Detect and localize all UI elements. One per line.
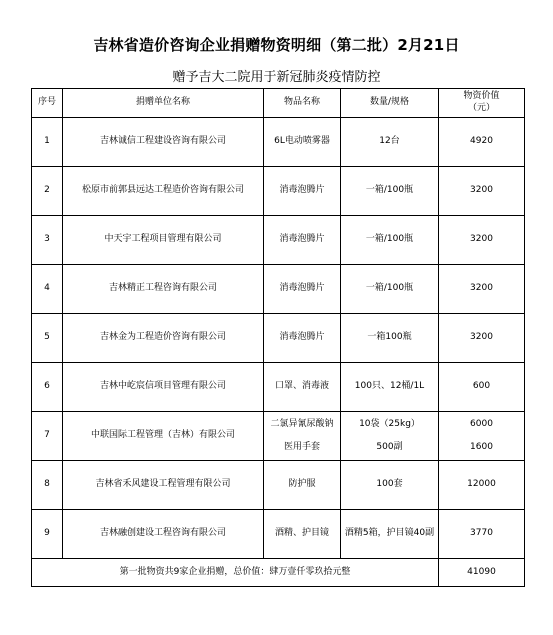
cell-no: 2 xyxy=(32,167,63,216)
cell-unit: 吉林省禾风建设工程管理有限公司 xyxy=(63,461,264,510)
cell-value: 3200 xyxy=(439,265,525,314)
cell-item xyxy=(264,412,341,461)
cell-no: 6 xyxy=(32,363,63,412)
cell-no: 5 xyxy=(32,314,63,363)
cell-no: 4 xyxy=(32,265,63,314)
cell-item: 消毒泡腾片 xyxy=(264,216,341,265)
cell-unit: 吉林精正工程咨询有限公司 xyxy=(63,265,264,314)
cell-item: 消毒泡腾片 xyxy=(264,167,341,216)
cell-value: 12000 xyxy=(439,461,525,510)
qty-stack xyxy=(343,413,436,459)
cell-qty: 一箱/100瓶 xyxy=(341,216,439,265)
cell-item-line1: 二氯异氰尿酸钠 xyxy=(270,418,334,429)
cell-value: 3770 xyxy=(439,510,525,559)
cell-item: 消毒泡腾片 xyxy=(264,265,341,314)
cell-no: 8 xyxy=(32,461,63,510)
cell-qty-line1: 10袋（25kg） xyxy=(359,418,420,429)
cell-value: 4920 xyxy=(439,118,525,167)
table-row xyxy=(32,314,525,363)
cell-item: 消毒泡腾片 xyxy=(264,314,341,363)
cell-value: 600 xyxy=(439,363,525,412)
cell-unit: 吉林金为工程造价咨询有限公司 xyxy=(63,314,264,363)
cell-qty: 一箱/100瓶 xyxy=(341,167,439,216)
table-row xyxy=(32,363,525,412)
header-value: 物资价值 （元） xyxy=(439,89,525,118)
cell-item-line2: 医用手套 xyxy=(283,441,320,452)
cell-qty: 一箱/100瓶 xyxy=(341,265,439,314)
cell-qty xyxy=(341,412,439,461)
value-stack xyxy=(441,413,522,459)
cell-unit: 吉林中屹宸信项目管理有限公司 xyxy=(63,363,264,412)
cell-no: 7 xyxy=(32,412,63,461)
cell-unit: 中天宇工程项目管理有限公司 xyxy=(63,216,264,265)
cell-item: 6L电动喷雾器 xyxy=(264,118,341,167)
table-row xyxy=(32,461,525,510)
cell-item: 防护服 xyxy=(264,461,341,510)
page-subtitle: 赠予吉大二院用于新冠肺炎疫情防控 xyxy=(172,70,381,85)
cell-value-line1: 6000 xyxy=(470,418,493,429)
cell-unit: 吉林诚信工程建设咨询有限公司 xyxy=(63,118,264,167)
cell-unit: 中联国际工程管理（吉林）有限公司 xyxy=(63,412,264,461)
cell-value xyxy=(439,412,525,461)
cell-qty: 一箱100瓶 xyxy=(341,314,439,363)
cell-value: 3200 xyxy=(439,314,525,363)
table-header-row xyxy=(32,89,525,118)
header-unit: 捐赠单位名称 xyxy=(63,89,264,118)
cell-no: 1 xyxy=(32,118,63,167)
cell-qty: 12台 xyxy=(341,118,439,167)
cell-qty: 100套 xyxy=(341,461,439,510)
cell-item: 口罩、消毒液 xyxy=(264,363,341,412)
header-no: 序号 xyxy=(32,89,63,118)
cell-qty: 酒精5箱，护目镜40副 xyxy=(341,510,439,559)
cell-no: 9 xyxy=(32,510,63,559)
item-stack xyxy=(266,413,338,459)
cell-unit: 吉林融创建设工程咨询有限公司 xyxy=(63,510,264,559)
cell-qty: 100只、12桶/1L xyxy=(341,363,439,412)
cell-value-line2: 1600 xyxy=(470,441,493,452)
page-title: 吉林省造价咨询企业捐赠物资明细（第二批）2月21日 xyxy=(93,36,460,54)
table-row xyxy=(32,412,525,461)
cell-value: 3200 xyxy=(439,167,525,216)
table-row xyxy=(32,216,525,265)
cell-qty-line2: 500副 xyxy=(376,441,403,452)
cell-no: 3 xyxy=(32,216,63,265)
footer-summary: 第一批物资共9家企业捐赠，总价值：肆万壹仟零玖拾元整 xyxy=(32,559,439,587)
cell-value: 3200 xyxy=(439,216,525,265)
table-row xyxy=(32,510,525,559)
cell-unit: 松原市前郭县远达工程造价咨询有限公司 xyxy=(63,167,264,216)
table-row xyxy=(32,118,525,167)
header-qty: 数量/规格 xyxy=(341,89,439,118)
table-row xyxy=(32,167,525,216)
footer-total: 41090 xyxy=(439,559,525,587)
cell-item: 酒精、护目镜 xyxy=(264,510,341,559)
table-row xyxy=(32,265,525,314)
table-footer-row xyxy=(32,559,525,587)
header-item: 物品名称 xyxy=(264,89,341,118)
donation-table xyxy=(31,88,525,587)
